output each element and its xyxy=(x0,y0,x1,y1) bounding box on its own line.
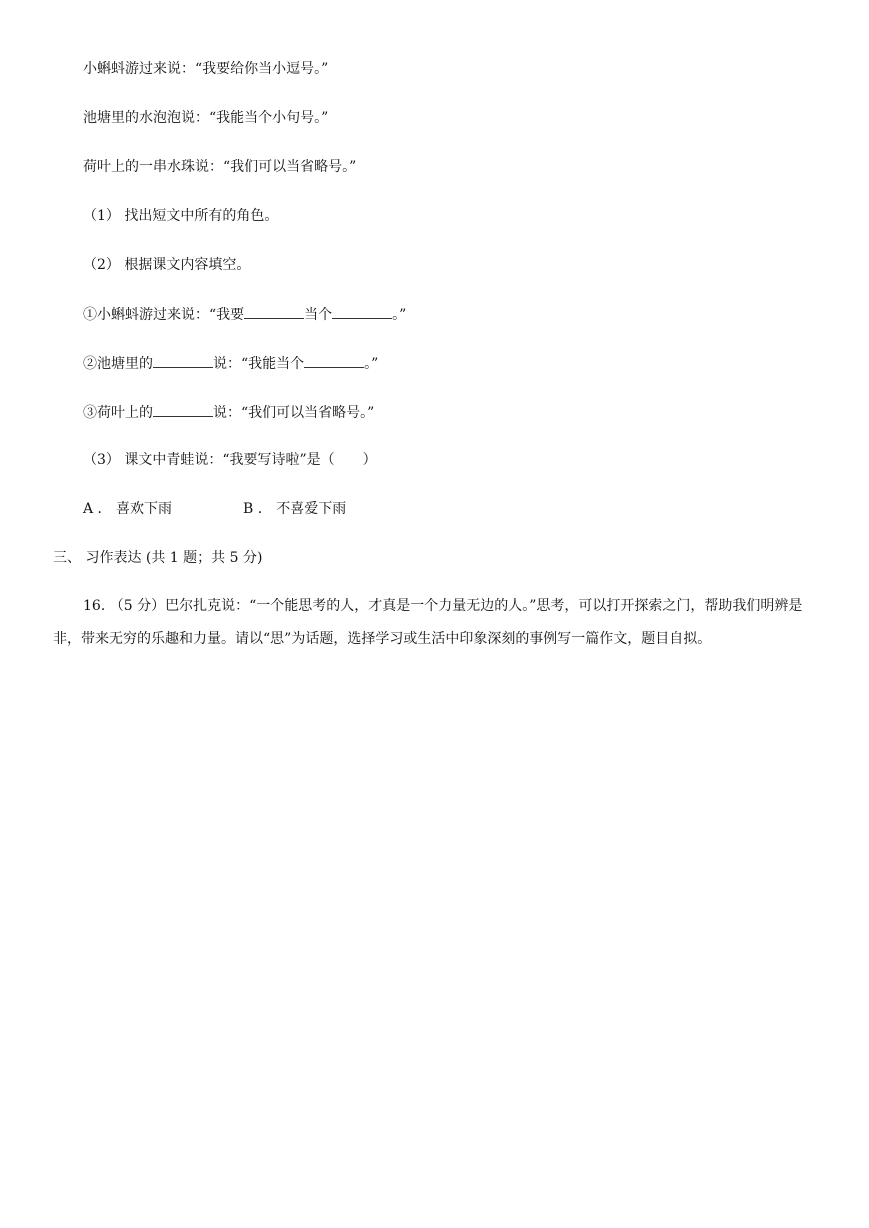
question-1: （1） 找出短文中所有的角色。 xyxy=(83,208,279,224)
passage-line-2: 池塘里的水泡泡说：“我能当个小句号。” xyxy=(83,110,329,126)
fill-3-blank-1[interactable] xyxy=(153,402,213,417)
fill-1-blank-2[interactable] xyxy=(332,304,392,319)
fill-item-2 xyxy=(83,353,378,373)
question-16: 16. （5 分）巴尔扎克说：“一个能思考的人，才真是一个力量无边的人。”思考，可以打开探索之门，帮助我们明辨是非，带来无穷的乐趣和力量。请以“思”为话题，选择学习或生活中印象深刻的事例写一篇作文，题目自拟。 xyxy=(53,598,803,647)
question-2-label: （2） 根据课文内容填空。 xyxy=(83,257,251,273)
option-b[interactable]: B ． 不喜爱下雨 xyxy=(243,501,347,517)
question-3-label: （3） 课文中青蛙说：“我要写诗啦”是（ ） xyxy=(83,452,377,468)
fill-2-part-c: 。” xyxy=(364,356,379,372)
fill-2-blank-2[interactable] xyxy=(304,353,364,368)
fill-1-blank-1[interactable] xyxy=(244,304,304,319)
fill-3-part-a: ③荷叶上的 xyxy=(83,405,153,421)
passage-line-3: 荷叶上的一串水珠说：“我们可以当省略号。” xyxy=(83,159,357,175)
fill-2-part-a: ②池塘里的 xyxy=(83,356,153,372)
fill-item-3 xyxy=(83,402,374,422)
fill-1-part-b: 当个 xyxy=(304,307,333,323)
passage-line-1: 小蝌蚪游过来说：“我要给你当小逗号。” xyxy=(83,61,329,77)
fill-1-part-a: ①小蝌蚪游过来说：“我要 xyxy=(83,307,245,323)
fill-item-1 xyxy=(83,304,406,324)
fill-2-part-b: 说：“我能当个 xyxy=(213,356,305,372)
fill-3-part-b: 说：“我们可以当省略号。” xyxy=(213,405,375,421)
fill-2-blank-1[interactable] xyxy=(153,353,213,368)
section-3-title: 三、 习作表达 (共 1 题；共 5 分) xyxy=(53,550,263,566)
option-a[interactable]: A ． 喜欢下雨 xyxy=(83,501,173,517)
fill-1-part-c: 。” xyxy=(392,307,407,323)
question-3-options xyxy=(83,499,483,519)
